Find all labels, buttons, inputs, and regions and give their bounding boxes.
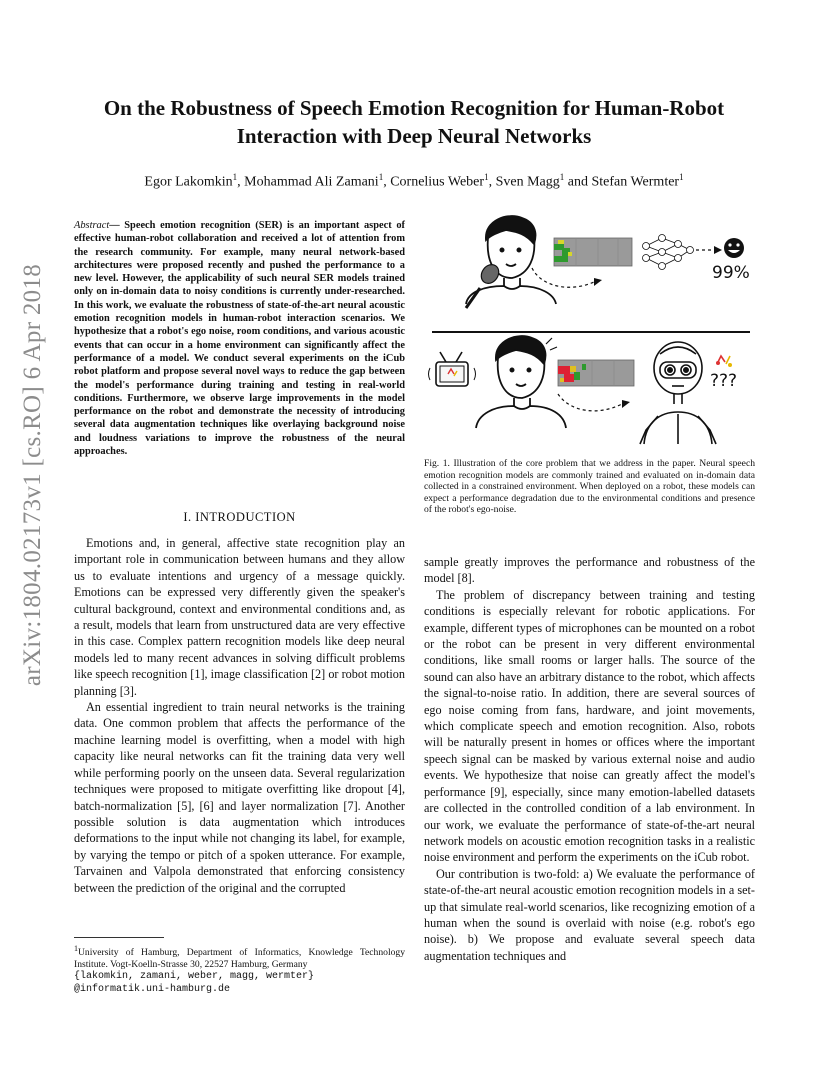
confusion-label: ??? [710, 371, 738, 391]
arxiv-identifier-text: arXiv:1804.02173v1 [cs.RO] 6 Apr 2018 [19, 263, 47, 687]
right-column-body [424, 554, 755, 964]
footnote-emails: {lakomkin, zamani, weber, magg, wermter} [74, 971, 315, 983]
left-column-body [74, 535, 405, 896]
neural-network-icon [643, 235, 694, 270]
speaker-human-bottom [476, 336, 566, 428]
author-affiliation: 1 [378, 172, 384, 182]
author-affiliation: 1 [679, 172, 684, 182]
author-name: Sven Magg [495, 174, 560, 190]
footnote-mark: 1 [74, 944, 78, 953]
flow-arrow-bottom [558, 394, 622, 411]
author-separator: , [488, 174, 496, 190]
author-separator: , [237, 174, 245, 190]
affiliation-footnote [74, 943, 405, 996]
author-name: Mohammad Ali Zamani [244, 174, 379, 190]
robot-icon [640, 342, 716, 444]
figure-caption: Fig. 1. Illustration of the core problem that we address in the paper. Neural speech emotion recognition models are commonly trained and evaluated on in-domain data collected in a constrained environment. When deployed on a robot, these models can expect a performance degradation due to the environmental conditions and presence of the robot's ego-noise. [424, 458, 755, 516]
body-paragraph: The problem of discrepancy between training and testing conditions is especially relevant for robotic applications. For example, different types of microphones can be mounted on a robot or the robot can be present in very different environmental conditions, like small rooms or larger halls. The source of the sound can also have an arbitrary distance to the robot, which affects the signal-to-noise ratio. In addition, there are several sources of ego noise coming from fans, hardware, and joint movements, which complicate speech and emotion recognition. Also, robots will be naturally present in homes or offices where the important speech signal can be masked by various external noise and audio events. We hypothesize that noise can greatly affect the model's performance [9], especially, since many emotion-labelled datasets are collected in the controlled condition of a lab environment. In our work, we evaluate the performance of state-of-the-art neural network models on acoustic emotion recognition tasks in a realistic noise environment and perform the experiments on the iCub robot. [424, 587, 755, 865]
figure-illustration [422, 208, 758, 448]
flow-arrow-bottom-head [622, 400, 630, 408]
author-list [60, 172, 768, 191]
author-name: Egor Lakomkin [144, 174, 233, 190]
microphone-icon [466, 261, 502, 308]
paper-title: On the Robustness of Speech Emotion Recognition for Human-Robot Interaction with Deep Neural Networks [103, 96, 725, 148]
abstract-text: — Speech emotion recognition (SER) is an important aspect of effective human-robot collaboration and received a lot of attention from the research community. For example, many neural network-based architectures were proposed recently and pushed the performance to a new level. However, the applicability of such neural SER models trained only on in-domain data to noisy conditions is currently under-researched. In this work, we evaluate the robustness of state-of-the-art neural acoustic emotion recognition models in human-robot interaction scenarios. We hypothesize that a robot's ego noise, room conditions, and various acoustic events that can occur in a home environment can significantly affect the performance of a model. We conduct several experiments on the iCub robot platform and propose several novel ways to reduce the gap between the model's performance during training and testing in real-world conditions. Furthermore, we observe large improvements in the model performance on the robot and demonstrate the necessity of introducing several data augmentation techniques like overlaying background noise and loudness variations to improve the robustness of the neural approaches. [74, 220, 405, 458]
arxiv-identifier [8, 263, 58, 687]
television-icon [429, 352, 476, 386]
flow-arrow-top [532, 268, 594, 287]
body-paragraph: Our contribution is two-fold: a) We evaluate the performance of state-of-the-art neural acoustic emotion recognition models in a set-up that simulate real-world scenarios, like recognizing emotion of a human when the sound is overlaid with noise (e.g. robot's ego noise). b) We propose and evaluate several speech data augmentation techniques and [424, 866, 755, 963]
body-paragraph: Emotions and, in general, affective state recognition play an important role in communication between humans and they allow us to evaluate intentions and urgency of a message quickly. Emotions can be expressed very differently given the speaker's cultural background, context and environmental conditions and, as a result, models that learn from unstructured data are very effective in this case. Complex pattern recognition models like deep neural models led to many recent advances in solving difficult problems like speech recognition [1], image classification [2] or robot motion planning [3]. [74, 536, 405, 698]
author-affiliation: 1 [232, 172, 238, 182]
output-arrow-head [714, 246, 722, 254]
author-affiliation: 1 [484, 172, 489, 182]
spectrogram-noisy [558, 360, 634, 386]
happy-face-icon [724, 238, 744, 258]
author-name: Cornelius Weber [390, 174, 485, 190]
body-paragraph: An essential ingredient to train neural networks is the training data. One common problem that affects the performance of the machine learning model is overfitting, when a model with high capacity like neural networks can fit the training data very well while performing poorly on the unseen data. Several regularization techniques were proposed to mitigate overfitting like dropout [4], batch-normalization [5], [6] and layer normalization [7]. Another possible solution is data augmentation which introduces deformations to the input while not changing its label, for example, by varying the tempo or pitch of a spoken utterance. For example, Tarvainen and Valpola demonstrated that enforcing consistency between the prediction of the original and the corrupted [74, 700, 405, 895]
footnote-text: University of Hamburg, Department of Informatics, Knowledge Technology Institute. Vogt-Koelln-Strasse 30, 22527 Hamburg, Germany [74, 947, 405, 970]
body-paragraph: sample greatly improves the performance and robustness of the model [8]. [424, 555, 755, 586]
author-separator: , [383, 174, 391, 190]
abstract-lead: Abstract [74, 220, 110, 231]
accuracy-label: 99% [712, 263, 750, 283]
abstract [74, 219, 405, 458]
author-name: Stefan Wermter [591, 174, 680, 190]
flow-arrow-top-head [594, 278, 602, 286]
footnote-rule [74, 937, 164, 938]
spectrogram-clean [554, 238, 632, 266]
music-notes-icon [716, 356, 732, 367]
author-separator: and [564, 174, 592, 190]
author-affiliation: 1 [559, 172, 565, 182]
section-heading-introduction: I. INTRODUCTION [183, 510, 296, 524]
footnote-domain: @informatik.uni-hamburg.de [74, 983, 231, 995]
